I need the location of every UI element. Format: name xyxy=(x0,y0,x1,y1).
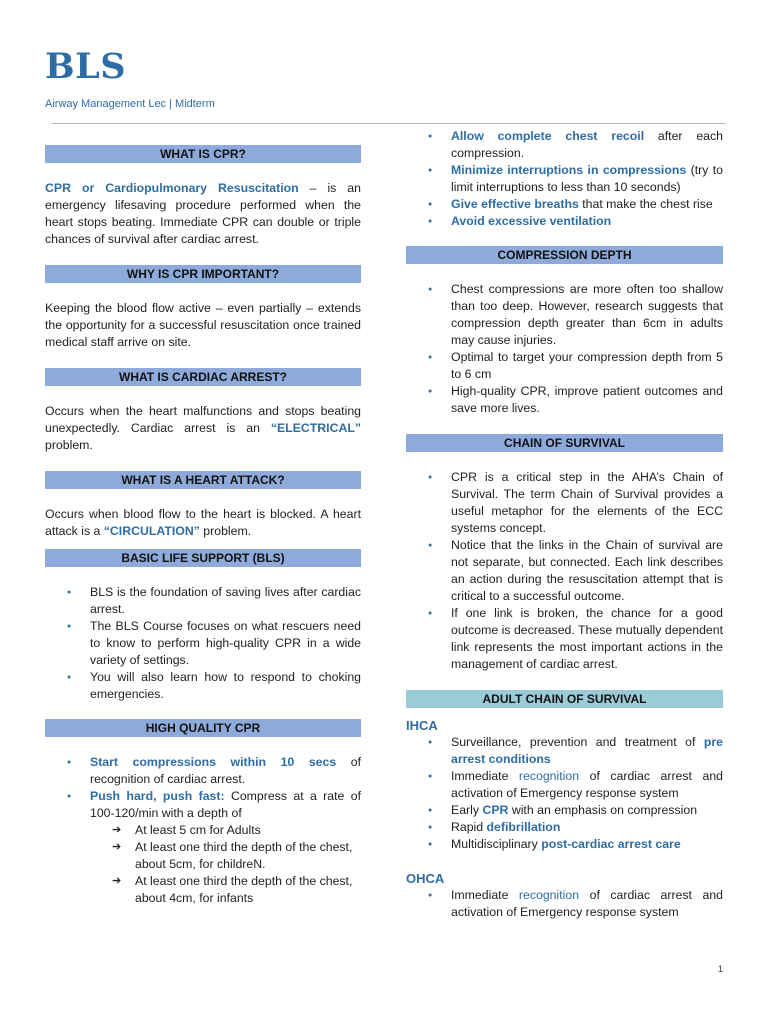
compression-depth-list xyxy=(406,281,723,417)
section-heading-why-cpr: WHY IS CPR IMPORTANT? xyxy=(45,265,361,283)
ohca-label: OHCA xyxy=(406,871,445,886)
page-number: 1 xyxy=(718,964,724,974)
list-item: ● Minimize interruptions in compressions (try to limit interruptions to less than 10 seconds) xyxy=(406,162,723,196)
ohca-list xyxy=(406,887,723,921)
why-cpr-text: Keeping the blood flow active – even partially – extends the opportunity for a successful resuscitation once trained medical staff arrive on site. xyxy=(45,301,361,349)
heart-attack-text: Occurs when blood flow to the heart is blocked. A heart attack is a “CIRCULATION” problem. xyxy=(45,507,361,538)
section-heading-adult-chain: ADULT CHAIN OF SURVIVAL xyxy=(406,690,723,708)
list-item: ● BLS is the foundation of saving lives after cardiac arrest. xyxy=(45,584,361,618)
sub-list-item: ➔ At least 5 cm for Adults xyxy=(45,822,361,839)
circulation-emphasis: “CIRCULATION” xyxy=(103,524,200,538)
list-item: ● Immediate recognition of cardiac arrest and activation of Emergency response system xyxy=(406,887,723,921)
section-heading-heart-attack: WHAT IS A HEART ATTACK? xyxy=(45,471,361,489)
list-item: ● Allow complete chest recoil after each compression. xyxy=(406,128,723,162)
section-heading-high-quality-cpr: HIGH QUALITY CPR xyxy=(45,719,361,737)
page-title: BLS xyxy=(45,46,126,87)
list-item: ● Early CPR with an emphasis on compression xyxy=(406,802,723,819)
list-item: ● CPR is a critical step in the AHA’s Chain of Survival. The term Chain of Survival provides a useful metaphor for the elements of the ECC systems concept. xyxy=(406,469,723,537)
list-item: ● Give effective breaths that make the chest rise xyxy=(406,196,723,213)
cardiac-arrest-text: Occurs when the heart malfunctions and stops beating unexpectedly. Cardiac arrest is an “ELECTRICAL” problem. xyxy=(45,404,361,452)
bls-list xyxy=(45,584,361,703)
left-column xyxy=(45,145,361,907)
section-heading-cardiac-arrest: WHAT IS CARDIAC ARREST? xyxy=(45,368,361,386)
section-heading-what-is-cpr: WHAT IS CPR? xyxy=(45,145,361,163)
ihca-label: IHCA xyxy=(406,718,438,733)
section-heading-compression-depth: COMPRESSION DEPTH xyxy=(406,246,723,264)
list-item: ● Start compressions within 10 secs of recognition of cardiac arrest. xyxy=(45,754,361,788)
electrical-emphasis: “ELECTRICAL” xyxy=(270,421,361,435)
list-item: ● Push hard, push fast: Compress at a rate of 100-120/min with a depth of xyxy=(45,788,361,822)
high-quality-cpr-list xyxy=(45,754,361,822)
section-heading-bls: BASIC LIFE SUPPORT (BLS) xyxy=(45,549,361,567)
list-item: ● Surveillance, prevention and treatment of pre arrest conditions xyxy=(406,734,723,768)
list-item: ● If one link is broken, the chance for a good outcome is decreased. These mutually dependent link represents the most important actions in the management of cardiac arrest. xyxy=(406,605,723,673)
header-divider xyxy=(52,123,726,124)
sub-list-item: ➔ At least one third the depth of the chest, about 5cm, for childreN. xyxy=(45,839,361,873)
chain-of-survival-list xyxy=(406,469,723,673)
list-item: ● Optimal to target your compression depth from 5 to 6 cm xyxy=(406,349,723,383)
list-item: ● Avoid excessive ventilation xyxy=(406,213,723,230)
list-item: ● The BLS Course focuses on what rescuers need to know to perform high-quality CPR in a wide variety of settings. xyxy=(45,618,361,669)
page-subtitle: Airway Management Lec | Midterm xyxy=(45,98,215,110)
list-item: ● High-quality CPR, improve patient outcomes and save more lives. xyxy=(406,383,723,417)
cpr-term: CPR or Cardiopulmonary Resuscitation xyxy=(45,181,299,195)
list-item: ● Rapid defibrillation xyxy=(406,819,723,836)
list-item: ● Multidisciplinary post-cardiac arrest care xyxy=(406,836,723,853)
section-heading-chain-of-survival: CHAIN OF SURVIVAL xyxy=(406,434,723,452)
list-item: ● You will also learn how to respond to choking emergencies. xyxy=(45,669,361,703)
right-column xyxy=(406,128,723,921)
list-item: ● Notice that the links in the Chain of survival are not separate, but connected. Each link describes an action during the resuscitation attempt that is critical to a successful outcome. xyxy=(406,537,723,605)
list-item: ● Chest compressions are more often too shallow than too deep. However, research suggests that compression depth greater than 6cm in adults may cause injuries. xyxy=(406,281,723,349)
sub-list-item: ➔ At least one third the depth of the chest, about 4cm, for infants xyxy=(45,873,361,907)
depth-sublist xyxy=(45,822,361,907)
high-quality-cpr-list-continued xyxy=(406,128,723,230)
cpr-definition: CPR or Cardiopulmonary Resuscitation – is an emergency lifesaving procedure performed when the heart stops beating. Immediate CPR can double or triple chances of survival after cardiac arrest. xyxy=(45,181,361,246)
list-item: ● Immediate recognition of cardiac arrest and activation of Emergency response system xyxy=(406,768,723,802)
ihca-list xyxy=(406,734,723,853)
